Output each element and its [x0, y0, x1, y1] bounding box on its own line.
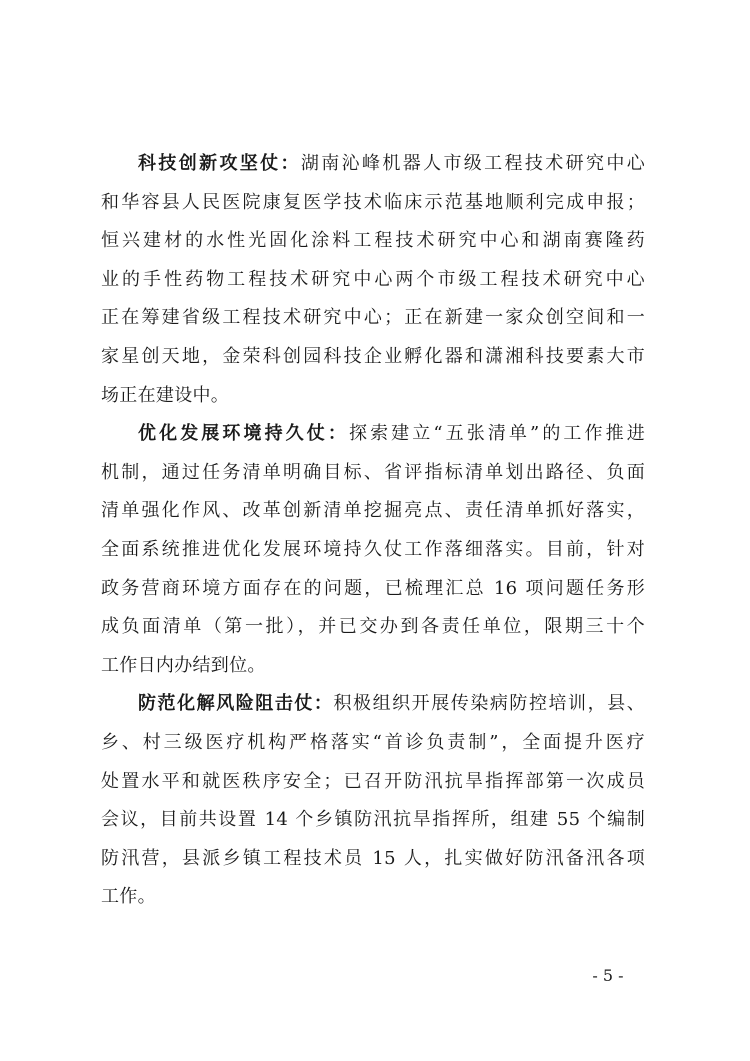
text-line: 和华容县人民医院康复医学技术临床示范基地顺利完成申报；	[101, 191, 645, 213]
paragraph-tech-innovation	[101, 145, 645, 415]
section-heading: 科技创新攻坚仗：	[138, 153, 301, 174]
text-line: 工作日内办结到位。	[101, 654, 266, 676]
paragraph-risk-prevention	[101, 685, 645, 917]
text-line: 防汛营，县派乡镇工程技术员 15 人，扎实做好防汛备汛各项	[101, 847, 645, 869]
text-fragment: 积极组织开展传染病防控培训，县、	[333, 693, 645, 715]
text-line	[101, 415, 645, 454]
text-line: 机制，通过任务清单明确目标、省评指标清单划出路径、负面	[101, 461, 645, 483]
text-line: 成负面清单（第一批），并已交办到各责任单位，限期三十个	[101, 616, 645, 638]
text-line: 工作。	[101, 886, 156, 908]
section-heading: 优化发展环境持久仗：	[138, 423, 349, 445]
text-fragment: 湖南沁峰机器人市级工程技术研究中心	[300, 153, 645, 174]
text-line: 家星创天地，金荣科创园科技企业孵化器和潇湘科技要素大市	[101, 345, 645, 367]
text-line: 业的手性药物工程技术研究中心两个市级工程技术研究中心	[101, 268, 645, 290]
text-line: 会议，目前共设置 14 个乡镇防汛抗旱指挥所，组建 55 个编制	[101, 809, 645, 831]
document-body	[101, 145, 645, 917]
text-line: 正在筹建省级工程技术研究中心；正在新建一家众创空间和一	[101, 307, 645, 329]
text-line: 处置水平和就医秩序安全；已召开防汛抗旱指挥部第一次成员	[101, 770, 645, 792]
paragraph-environment	[101, 415, 645, 685]
text-fragment: 探索建立“五张清单”的工作推进	[348, 423, 646, 445]
text-line	[101, 145, 645, 184]
page-number: - 5 -	[592, 966, 624, 985]
text-line: 政务营商环境方面存在的问题，已梳理汇总 16 项问题任务形	[101, 577, 645, 599]
text-line	[101, 685, 645, 724]
text-line: 乡、村三级医疗机构严格落实“首诊负责制”，全面提升医疗	[101, 731, 645, 753]
section-heading: 防范化解风险阻击仗：	[138, 693, 334, 715]
text-line: 全面系统推进优化发展环境持久仗工作落细落实。目前，针对	[101, 538, 645, 560]
text-line: 恒兴建材的水性光固化涂料工程技术研究中心和湖南赛隆药	[101, 230, 645, 252]
text-line: 清单强化作风、改革创新清单挖掘亮点、责任清单抓好落实，	[101, 500, 645, 522]
text-line: 场正在建设中。	[101, 384, 230, 406]
